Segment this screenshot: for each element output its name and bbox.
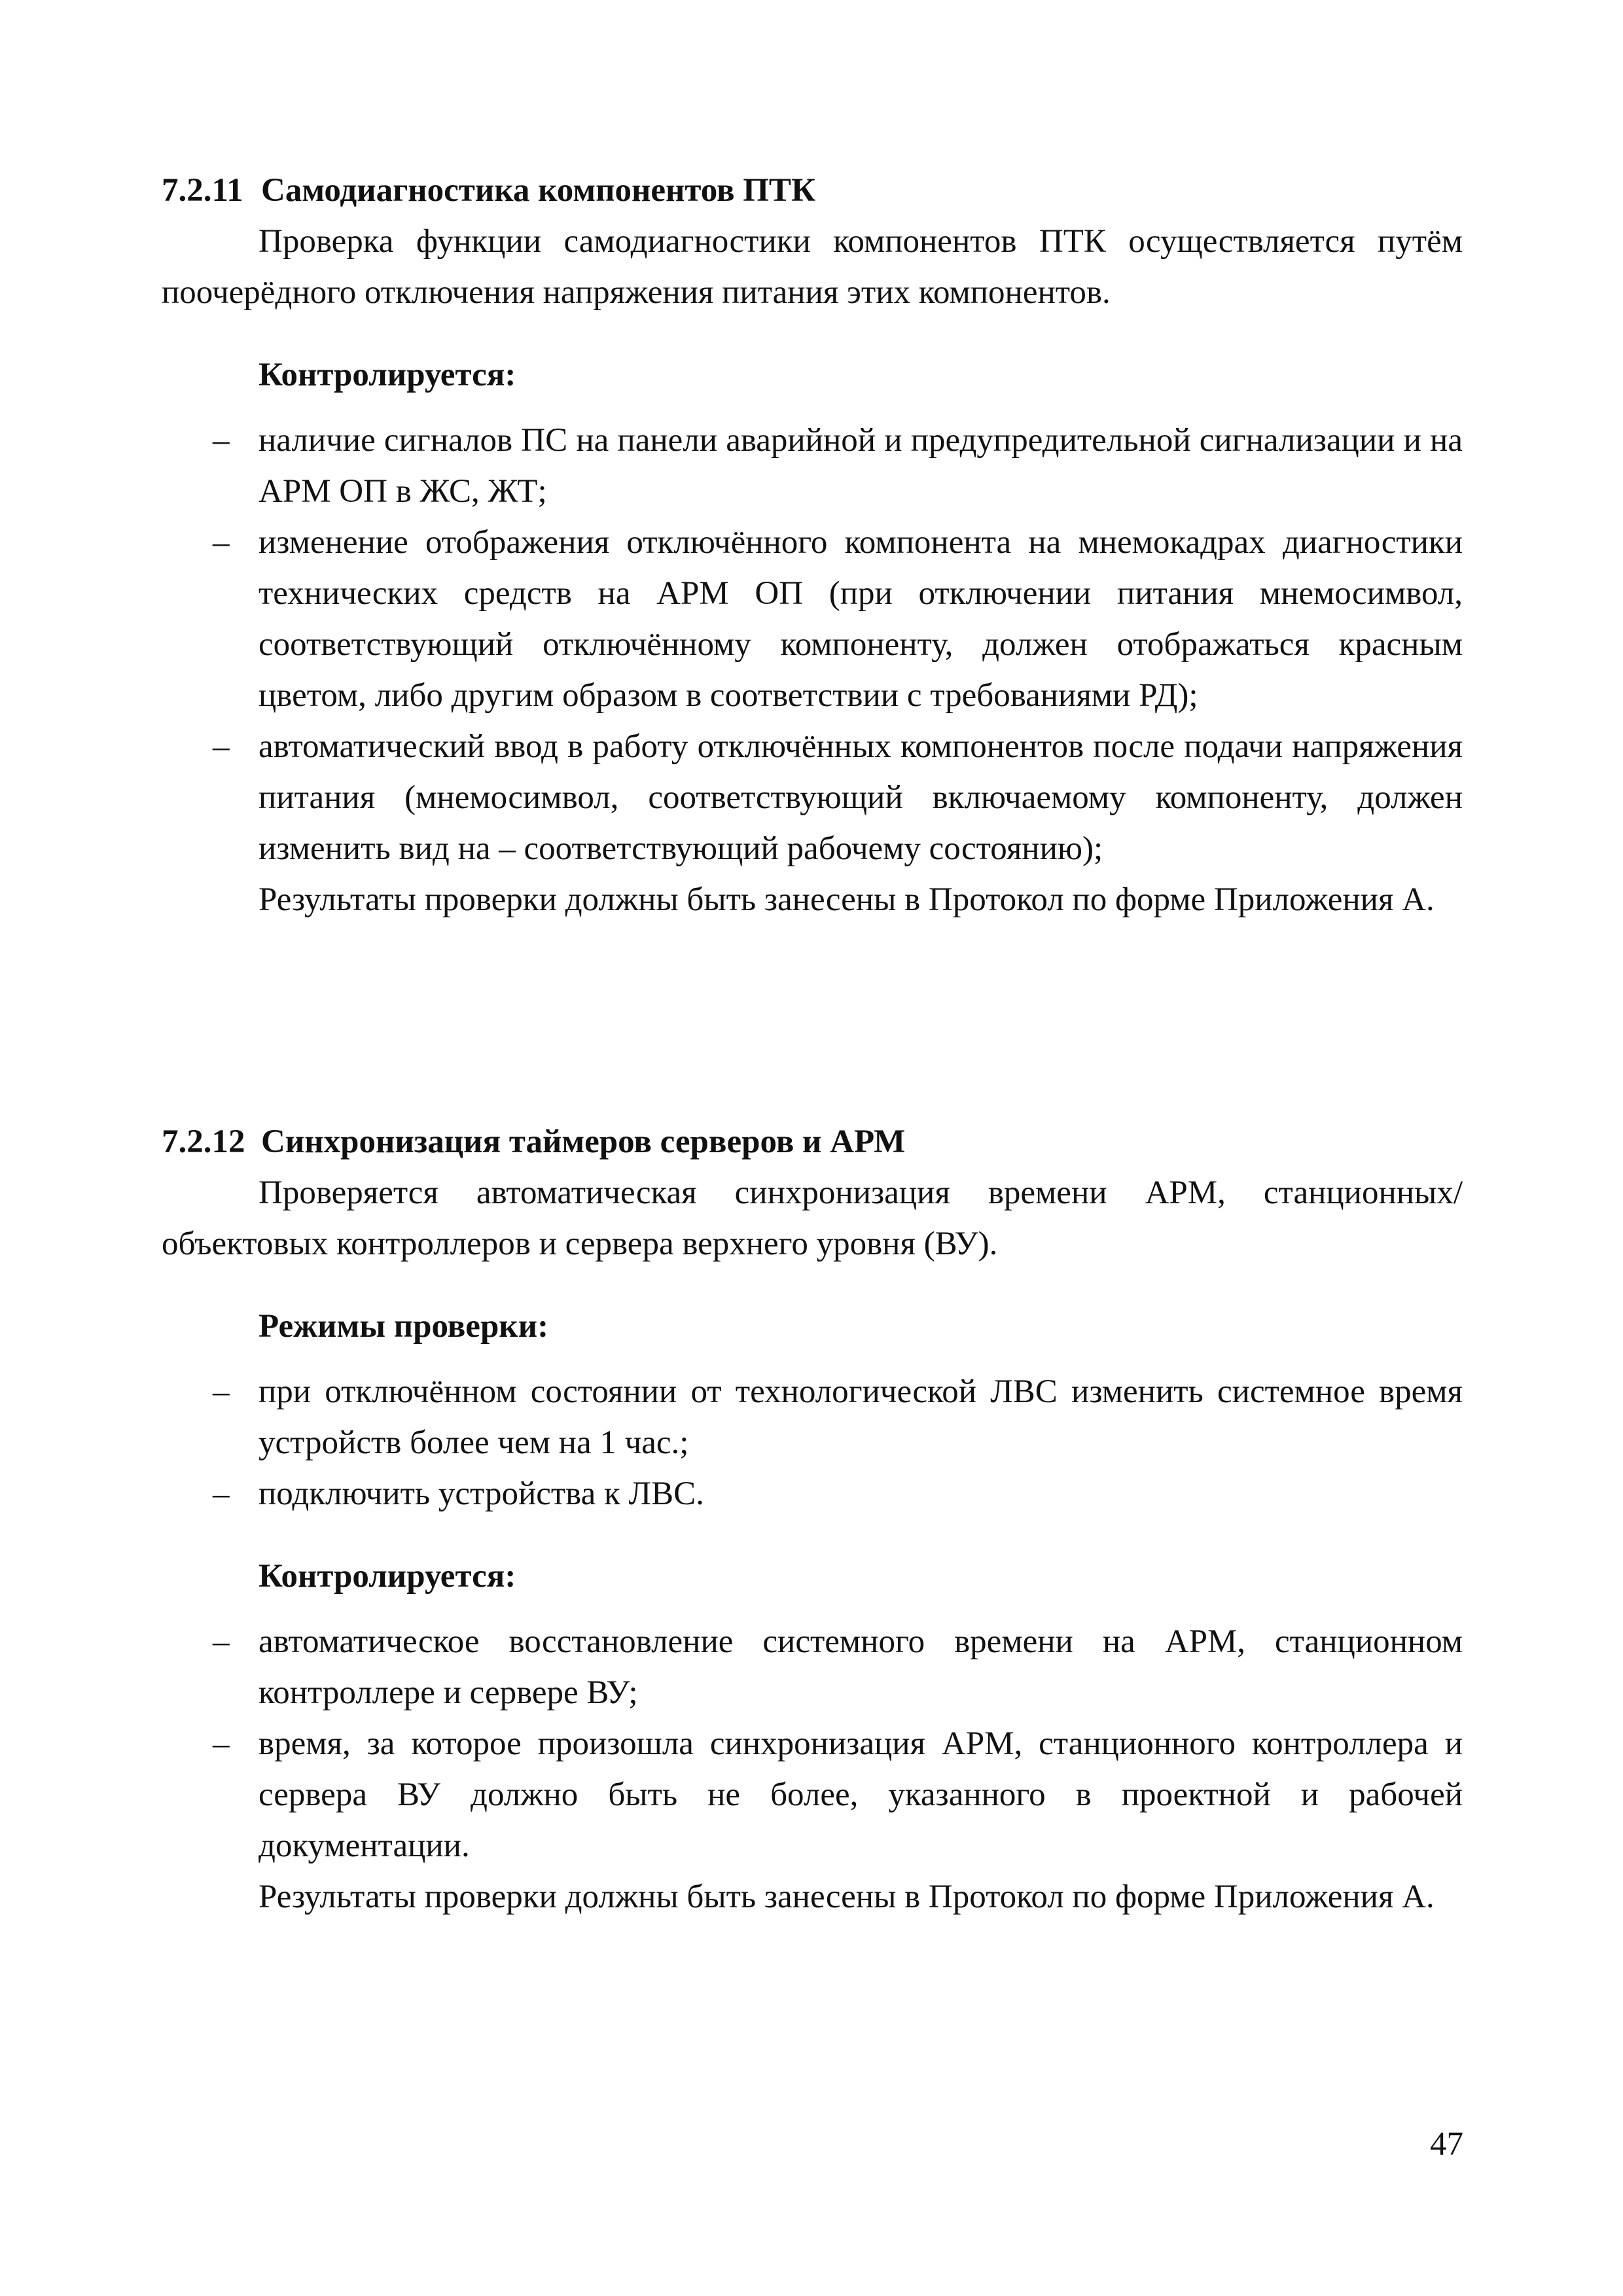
result-text: Результаты проверки должны быть занесены в Протокол по форме Приложения А. [259, 881, 1435, 918]
controlled-heading: Контролируется: [259, 357, 516, 393]
list-item-text: автоматический ввод в работу отключённых компонентов после подачи напряжения питания (мнемосимвол, соответствующий включаемому компоненту, должен изменить вид на – соответствующий рабочему состоянию); [259, 728, 1463, 867]
modes-heading: Режимы проверки: [259, 1308, 549, 1345]
modes-list [162, 1366, 1463, 1519]
section-title: Синхронизация таймеров серверов и АРМ [261, 1123, 906, 1160]
dash-marker: – [213, 1623, 230, 1660]
list-item [162, 415, 1463, 517]
section-heading [162, 165, 1463, 216]
list-item [162, 1718, 1463, 1871]
list-item [162, 1468, 1463, 1519]
section-title: Самодиагностика компонентов ПТК [261, 172, 815, 209]
list-item [162, 1616, 1463, 1718]
section-intro: Проверка функции самодиагностики компонентов ПТК осуществляется путём поочерёдного отключения напряжения питания этих компонентов. [162, 223, 1463, 311]
list-item [162, 1366, 1463, 1468]
list-item-text: подключить устройства к ЛВС. [259, 1475, 704, 1512]
list-item-text: изменение отображения отключённого компонента на мнемокадрах диагностики технических средств на АРМ ОП (при отключении питания мнемосимвол, соответствующий отключённому компоненту, должен отображаться красным цветом, либо другим образом в соответствии с требованиями РД); [259, 524, 1463, 714]
page-number: 47 [1430, 2126, 1463, 2163]
section-7-2-11 [162, 165, 1463, 925]
section-7-2-12 [162, 1116, 1463, 1922]
dash-marker: – [213, 524, 230, 561]
list-item [162, 517, 1463, 721]
section-number: 7.2.11 [162, 172, 243, 209]
controlled-heading: Контролируется: [259, 1558, 516, 1595]
result-text: Результаты проверки должны быть занесены в Протокол по форме Приложения А. [259, 1879, 1435, 1915]
list-item-text: время, за которое произошла синхронизация АРМ, станционного контроллера и сервера ВУ должно быть не более, указанного в проектной и рабочей документации. [259, 1725, 1463, 1864]
controlled-list [162, 1616, 1463, 1871]
dash-marker: – [213, 422, 230, 459]
dash-marker: – [213, 1475, 230, 1512]
list-item-text: при отключённом состоянии от технологической ЛВС изменить системное время устройств более чем на 1 час.; [259, 1373, 1463, 1461]
list-item-text: автоматическое восстановление системного времени на АРМ, станционном контроллере и сервере ВУ; [259, 1623, 1463, 1711]
section-heading [162, 1116, 1463, 1167]
controlled-list [162, 415, 1463, 874]
section-intro: Проверяется автоматическая синхронизация времени АРМ, станционных/объектовых контроллеров и сервера верхнего уровня (ВУ). [162, 1174, 1463, 1262]
list-item-text: наличие сигналов ПС на панели аварийной и предупредительной сигнализации и на АРМ ОП в ЖС, ЖТ; [259, 422, 1463, 510]
dash-marker: – [213, 1373, 230, 1410]
dash-marker: – [213, 1725, 230, 1762]
list-item [162, 721, 1463, 874]
section-number: 7.2.12 [162, 1123, 245, 1160]
dash-marker: – [213, 728, 230, 765]
